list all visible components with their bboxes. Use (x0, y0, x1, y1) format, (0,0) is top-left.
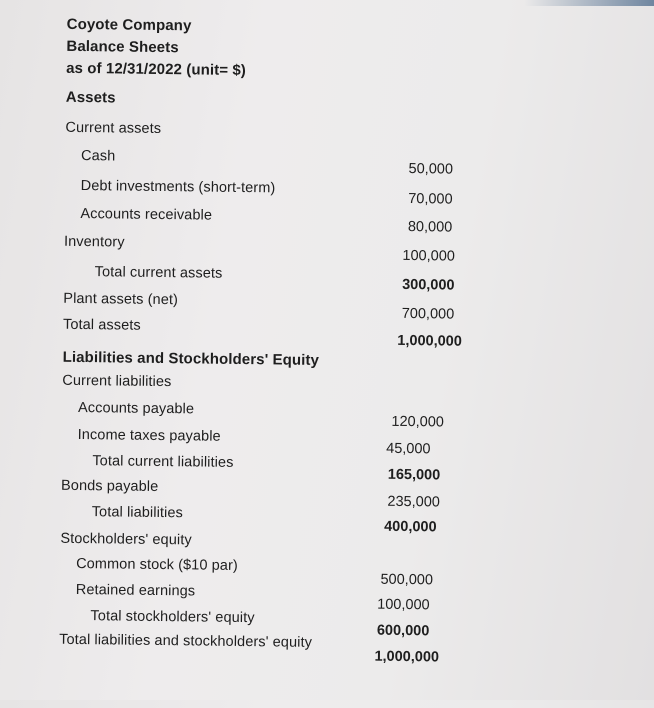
bonds-payable-value: 235,000 (387, 493, 440, 511)
total-current-liabilities-value: 165,000 (387, 466, 441, 484)
liabilities-equity-heading: Liabilities and Stockholders' Equity (62, 348, 320, 369)
retained-earnings-value: 100,000 (377, 596, 430, 614)
total-current-assets-label: Total current assets (94, 264, 223, 282)
total-stockholders-equity-value: 600,000 (376, 622, 430, 640)
common-stock-label: Common stock ($10 par) (76, 555, 238, 574)
retained-earnings-label: Retained earnings (75, 581, 196, 600)
accounts-payable-value: 120,000 (391, 413, 444, 431)
accounts-receivable-label: Accounts receivable (80, 205, 213, 224)
photo-edge (524, 0, 654, 6)
debt-investments-value: 70,000 (408, 191, 453, 208)
total-assets-label: Total assets (62, 316, 141, 334)
total-current-liabilities-label: Total current liabilities (92, 453, 234, 471)
stockholders-equity-heading: Stockholders' equity (60, 530, 192, 549)
statement-date: as of 12/31/2022 (unit= $) (66, 59, 247, 80)
total-liabilities-value: 400,000 (384, 518, 437, 536)
cash-value: 50,000 (408, 161, 454, 178)
inventory-value: 100,000 (402, 247, 455, 265)
plant-assets-value: 700,000 (401, 305, 455, 323)
accounts-payable-label: Accounts payable (77, 399, 195, 418)
inventory-label: Inventory (63, 233, 125, 251)
cash-label: Cash (81, 148, 116, 165)
total-liabilities-label: Total liabilities (91, 504, 184, 522)
statement-title: Balance Sheets (66, 37, 179, 57)
common-stock-value: 500,000 (380, 571, 434, 589)
bonds-payable-label: Bonds payable (60, 477, 159, 495)
plant-assets-label: Plant assets (net) (63, 290, 179, 309)
current-liabilities-heading: Current liabilities (62, 372, 172, 391)
income-taxes-payable-label: Income taxes payable (77, 426, 221, 445)
total-assets-value: 1,000,000 (397, 332, 462, 350)
accounts-receivable-value: 80,000 (407, 219, 453, 236)
company-name: Coyote Company (66, 15, 192, 35)
assets-heading: Assets (65, 88, 116, 107)
income-taxes-payable-value: 45,000 (386, 440, 431, 458)
total-stockholders-equity-label: Total stockholders' equity (90, 608, 255, 627)
total-current-assets-value: 300,000 (402, 276, 455, 294)
debt-investments-label: Debt investments (short-term) (80, 178, 276, 197)
current-assets-heading: Current assets (65, 119, 162, 137)
total-liabilities-equity-label: Total liabilities and stockholders' equity (59, 631, 313, 651)
total-liabilities-equity-value: 1,000,000 (374, 648, 440, 666)
